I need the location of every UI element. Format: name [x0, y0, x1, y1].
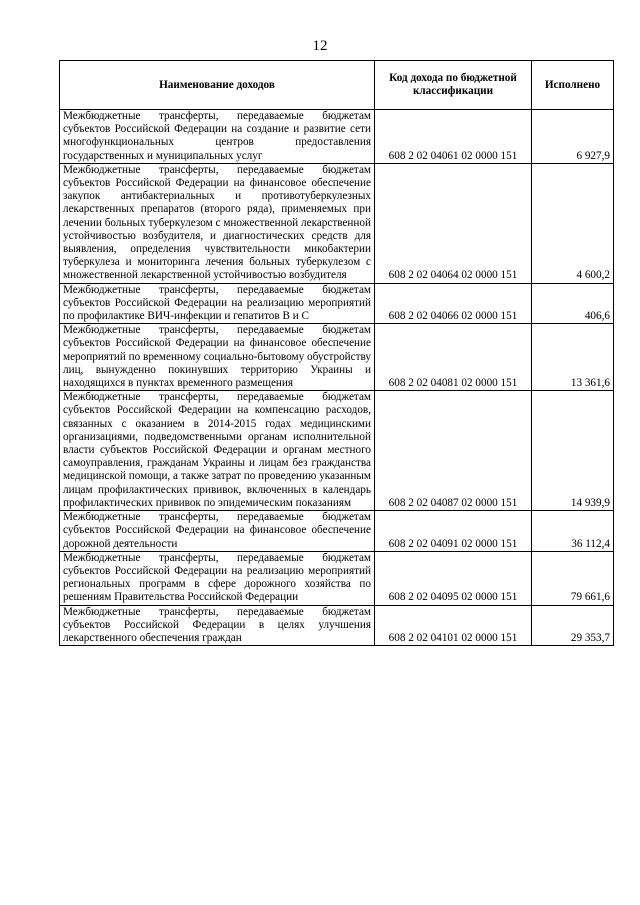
revenue-code-cell: 608 2 02 04064 02 0000 151 [375, 163, 532, 283]
revenue-code-cell: 608 2 02 04101 02 0000 151 [375, 605, 532, 646]
executed-amount-cell: 13 361,6 [532, 324, 614, 391]
revenue-code-cell: 608 2 02 04066 02 0000 151 [375, 283, 532, 324]
revenue-name-cell: Межбюджетные трансферты, передаваемые бюджетам субъектов Российской Федерации на компенсацию расходов, связанных с оказанием в 2014-2015 годах медицинскими организациями, подведомственными органам исполнительной власти субъектов Российской Федерации и органам местного самоуправления, гражданам Украины и лицам без гражданства медицинской помощи, а также затрат по проведению указанным лицам профилактических прививок, включенных в календарь профилактических прививок по эпидемическим показаниям [60, 391, 375, 511]
header-revenue-code: Код дохода по бюджетной классификации [375, 61, 532, 110]
revenue-code-cell: 608 2 02 04061 02 0000 151 [375, 110, 532, 164]
revenue-table [59, 60, 614, 646]
revenue-name-cell: Межбюджетные трансферты, передаваемые бюджетам субъектов Российской Федерации в целях улучшения лекарственного обеспечения граждан [60, 605, 375, 646]
header-executed: Исполнено [532, 61, 614, 110]
header-revenue-name: Наименование доходов [60, 61, 375, 110]
table-row [60, 551, 614, 605]
table-row [60, 511, 614, 552]
table-row [60, 163, 614, 283]
table-header-row [60, 61, 614, 110]
executed-amount-cell: 79 661,6 [532, 551, 614, 605]
revenue-name-cell: Межбюджетные трансферты, передаваемые бюджетам субъектов Российской Федерации на создание и развитие сети многофункциональных центров предоставления государственных и муниципальных услуг [60, 110, 375, 164]
table-row [60, 324, 614, 391]
table-row [60, 605, 614, 646]
revenue-code-cell: 608 2 02 04087 02 0000 151 [375, 391, 532, 511]
revenue-name-cell: Межбюджетные трансферты, передаваемые бюджетам субъектов Российской Федерации на финансовое обеспечение закупок антибактериальных и противотуберкулезных лекарственных препаратов (второго ряда), применяемых при лечении больных туберкулезом с множественной лекарственной устойчивостью возбудителя, и диагностических средств для выявления, определения чувствительности микобактерии туберкулеза и мониторинга лечения больных туберкулезом с множественной лекарственной устойчивостью возбудителя [60, 163, 375, 283]
revenue-code-cell: 608 2 02 04081 02 0000 151 [375, 324, 532, 391]
revenue-code-cell: 608 2 02 04091 02 0000 151 [375, 511, 532, 552]
revenue-name-cell: Межбюджетные трансферты, передаваемые бюджетам субъектов Российской Федерации на реализацию мероприятий региональных программ в сфере дорожного хозяйства по решениям Правительства Российской Федерации [60, 551, 375, 605]
revenue-code-cell: 608 2 02 04095 02 0000 151 [375, 551, 532, 605]
table-row [60, 283, 614, 324]
revenue-name-cell: Межбюджетные трансферты, передаваемые бюджетам субъектов Российской Федерации на реализацию мероприятий по профилактике ВИЧ-инфекции и гепатитов B и C [60, 283, 375, 324]
page-number: 12 [312, 38, 328, 54]
executed-amount-cell: 406,6 [532, 283, 614, 324]
executed-amount-cell: 36 112,4 [532, 511, 614, 552]
executed-amount-cell: 14 939,9 [532, 391, 614, 511]
table-row [60, 391, 614, 511]
table-row [60, 110, 614, 164]
executed-amount-cell: 6 927,9 [532, 110, 614, 164]
executed-amount-cell: 29 353,7 [532, 605, 614, 646]
executed-amount-cell: 4 600,2 [532, 163, 614, 283]
revenue-name-cell: Межбюджетные трансферты, передаваемые бюджетам субъектов Российской Федерации на финансовое обеспечение мероприятий по временному социально-бытовому обустройству лиц, вынужденно покинувших территорию Украины и находящихся в пунктах временного размещения [60, 324, 375, 391]
revenue-name-cell: Межбюджетные трансферты, передаваемые бюджетам субъектов Российской Федерации на финансовое обеспечение дорожной деятельности [60, 511, 375, 552]
